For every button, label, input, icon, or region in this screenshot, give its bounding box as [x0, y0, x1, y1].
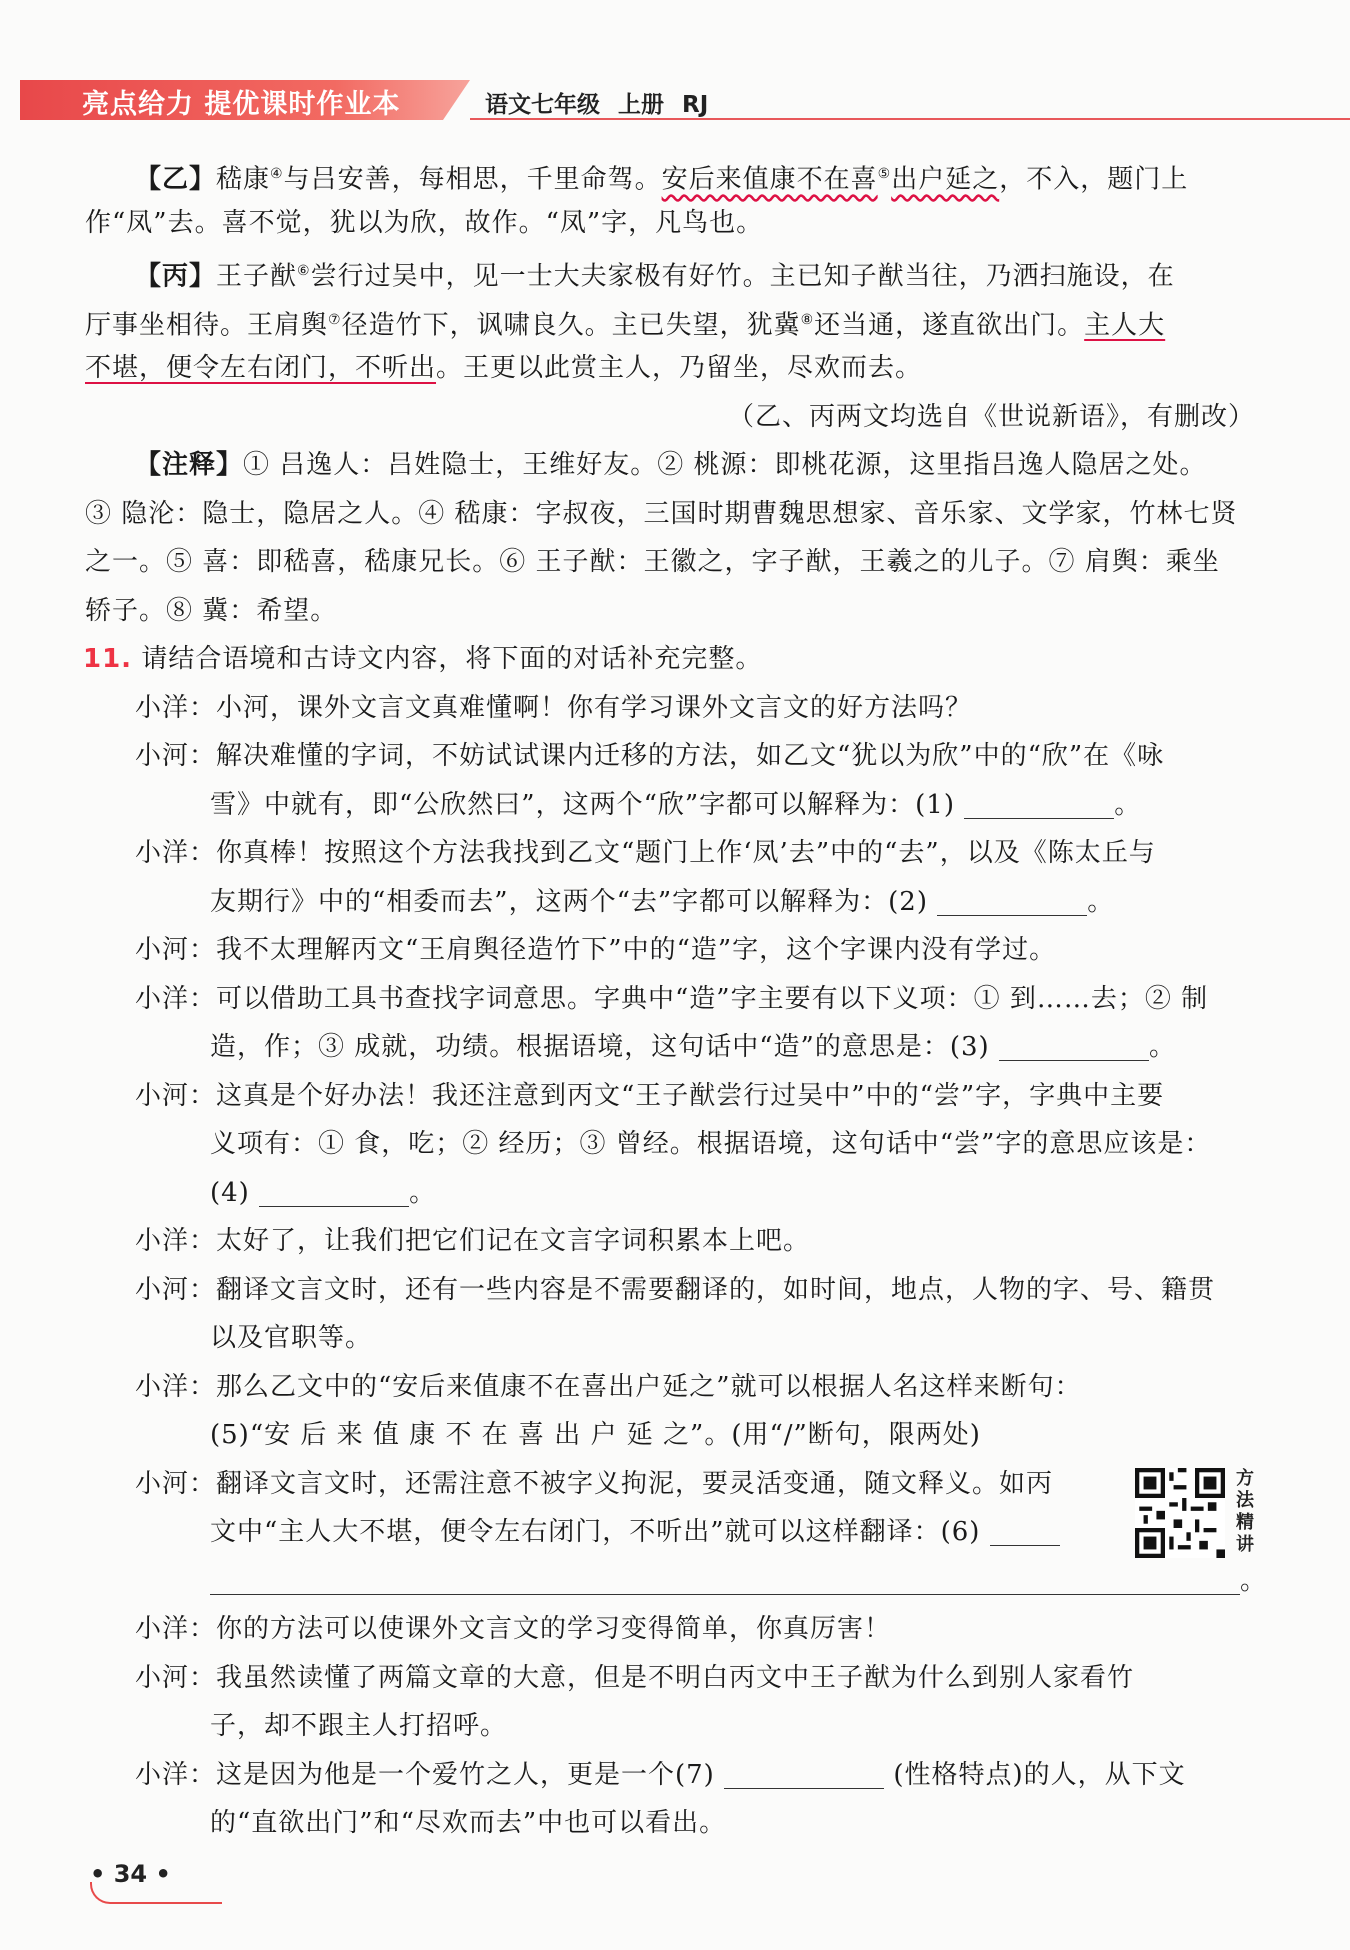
dialogue-12-line-1: 小河：我虽然读懂了两篇文章的大意，但是不明白丙文中王子猷为什么到别人家看竹 — [135, 1662, 1135, 1693]
footer-decoration — [90, 1882, 222, 1904]
text: 王子猷 — [216, 261, 298, 292]
text: ，不入，题门上 — [999, 164, 1189, 195]
question-prompt — [83, 635, 1255, 684]
answer-blank-4[interactable] — [259, 1176, 409, 1207]
answer-blank-3[interactable] — [999, 1030, 1149, 1061]
passage-yi-line-2: 作“凤”去。喜不觉，犹以为欣，故作。“凤”字，凡鸟也。 — [85, 207, 764, 238]
text: 。王更以此赏主人，乃留坐，尽欢而去。 — [436, 353, 923, 383]
dialogue-8-line-1: 小河：翻译文言文时，还有一些内容是不需要翻译的，如时间，地点，人物的字、号、籍贯 — [135, 1274, 1216, 1305]
dialogue-10-line-1: 小河：翻译文言文时，还需注意不被字义拘泥，要灵活变通，随文释义。如丙 — [135, 1468, 1054, 1499]
passage-bing-line-2 — [85, 296, 1255, 345]
text: 。 — [1240, 1565, 1268, 1596]
footnote-mark: ⑧ — [800, 311, 815, 328]
dialogue-6-line-2: 义项有：① 食，吃；② 经历；③ 曾经。根据语境，这句话中“尝”字的意思应该是： — [210, 1129, 1212, 1159]
dialogue-6-line-3 — [85, 1169, 1255, 1218]
passage-source: （乙、丙两文均选自《世说新语》，有删改） — [727, 401, 1255, 432]
dialogue-12-line-2: 子，却不跟主人打招呼。 — [210, 1711, 508, 1741]
text: 。 — [1148, 1032, 1176, 1062]
footnote-mark: ⑥ — [297, 263, 311, 279]
text: 还当通，遂直欲出门。 — [814, 310, 1085, 341]
notes-line-1 — [85, 441, 1255, 490]
answer-blank-6[interactable] — [210, 1564, 1240, 1595]
underlined-text: 主人大 — [1084, 310, 1166, 341]
passage-bing-line-3 — [85, 344, 1255, 393]
dialogue-2-line-2 — [85, 781, 1255, 830]
answer-blank-6-start[interactable] — [990, 1515, 1060, 1546]
answer-blank-1[interactable] — [964, 788, 1114, 819]
dialogue-8-line-2: 以及官职等。 — [210, 1323, 373, 1353]
text: 。 — [409, 1177, 437, 1208]
qr-label: 方法精讲 — [1236, 1468, 1254, 1555]
qr-code-icon[interactable] — [1135, 1468, 1225, 1558]
underlined-text: 不堪，便令左右闭门，不听出 — [85, 353, 437, 383]
wavy-underlined-text: 安后来值康不在喜 — [661, 164, 878, 195]
notes-line-3: 之一。⑤ 喜：即嵇喜，嵇康兄长。⑥ 王子猷：王徽之，字子猷，王羲之的儿子。⑦ 肩舆：乘坐 — [85, 547, 1220, 577]
text: 小洋：这是因为他是一个爱竹之人，更是一个(7) — [135, 1759, 715, 1790]
notes-line-4: 轿子。⑧ 冀：希望。 — [85, 595, 338, 626]
page-header — [20, 78, 1340, 124]
text: 请结合语境和古诗文内容，将下面的对话补充完整。 — [141, 644, 763, 674]
header-rule — [470, 118, 1350, 120]
text: (性格特点)的人，从下文 — [893, 1759, 1186, 1790]
dialogue-5-line-2 — [85, 1023, 1255, 1072]
text: ① 吕逸人：吕姓隐士，王维好友。② 桃源：即桃花源，这里指吕逸人隐居之处。 — [243, 450, 1207, 480]
passage-bing-tag: 【丙】 — [135, 261, 217, 292]
notes-tag: 【注释】 — [135, 450, 244, 480]
dialogue-3-line-2 — [85, 878, 1255, 927]
dialogue-6-line-1: 小河：这真是个好办法！我还注意到丙文“王子猷尝行过吴中”中的“尝”字，字典中主要 — [135, 1080, 1165, 1111]
text: 友期行》中的“相委而去”，这两个“去”字都可以解释为：(2) — [210, 886, 928, 917]
notes-line-2: ③ 隐沦：隐士，隐居之人。④ 嵇康：字叔夜，三国时期曹魏思想家、音乐家、文学家，竹林七贤 — [85, 498, 1238, 529]
answer-blank-2[interactable] — [937, 885, 1087, 916]
dialogue-13-line-2: 的“直欲出门”和“尽欢而去”中也可以看出。 — [210, 1808, 727, 1838]
dialogue-9-line-2: (5)“安 后 来 值 康 不 在 喜 出 户 延 之”。(用“/”断句，限两处) — [210, 1420, 981, 1450]
text: 。 — [1087, 886, 1115, 917]
dialogue-1: 小洋：小河，课外文言文真难懂啊！你有学习课外文言文的好方法吗？ — [135, 692, 973, 723]
series-title: 亮点给力 提优课时作业本 — [82, 89, 401, 120]
subject-label: 语文七年级 上册 RJ — [485, 92, 709, 118]
dialogue-7: 小洋：太好了，让我们把它们记在文言字词积累本上吧。 — [135, 1226, 811, 1256]
footnote-mark: ⑦ — [328, 311, 342, 328]
passage-yi-tag: 【乙】 — [135, 164, 217, 195]
footnote-mark: ⑤ — [877, 166, 892, 182]
footnote-mark: ④ — [270, 166, 284, 182]
dialogue-11: 小洋：你的方法可以使课外文言文的学习变得简单，你真厉害！ — [135, 1614, 892, 1644]
text: 径造竹下，讽啸良久。主已失望，犹冀 — [341, 310, 801, 341]
text: 雪》中就有，即“公欣然曰”，这两个“欣”字都可以解释为：(1) — [210, 789, 955, 820]
question-number: 11. — [83, 644, 133, 674]
wavy-underlined-text: 出户延之 — [891, 164, 1000, 195]
text: 。 — [1114, 789, 1142, 820]
dialogue-2-line-1: 小河：解决难懂的字词，不妨试试课内迁移的方法，如乙文“犹以为欣”中的“欣”在《咏 — [135, 741, 1165, 771]
dialogue-10-line-2 — [85, 1508, 1255, 1557]
dialogue-13-line-1 — [85, 1751, 1255, 1800]
page-number: • 34 • — [90, 1860, 171, 1888]
passage-bing-line-1 — [85, 247, 1255, 296]
passage-yi-line-1 — [85, 150, 1255, 199]
text: 与吕安善，每相思，千里命驾。 — [283, 164, 662, 195]
dialogue-3-line-1: 小洋：你真棒！按照这个方法我找到乙文“题门上作‘凤’去”中的“去”，以及《陈太丘与 — [135, 838, 1156, 868]
text: 厅事坐相待。王肩舆 — [85, 310, 329, 341]
text: 尝行过吴中，见一士大夫家极有好竹。主已知子猷当往，乃洒扫施设，在 — [310, 261, 1175, 292]
text: 嵇康 — [216, 164, 271, 195]
page-content — [83, 150, 1268, 1848]
dialogue-4: 小河：我不太理解丙文“王肩舆径造竹下”中的“造”字，这个字课内没有学过。 — [135, 935, 1057, 965]
answer-blank-7[interactable] — [724, 1758, 884, 1789]
dialogue-9-line-1: 小洋：那么乙文中的“安后来值康不在喜出户延之”就可以根据人名这样来断句： — [135, 1371, 1082, 1402]
text: 文中“主人大不堪，便令左右闭门，不听出”就可以这样翻译：(6) — [210, 1517, 981, 1547]
text: 造，作；③ 成就，功绩。根据语境，这句话中“造”的意思是：(3) — [210, 1032, 990, 1062]
text: (4) — [210, 1177, 250, 1208]
dialogue-5-line-1: 小洋：可以借助工具书查找字词意思。字典中“造”字主要有以下义项：① 到……去；② 制 — [135, 983, 1209, 1014]
dialogue-10-line-3 — [85, 1557, 1268, 1606]
